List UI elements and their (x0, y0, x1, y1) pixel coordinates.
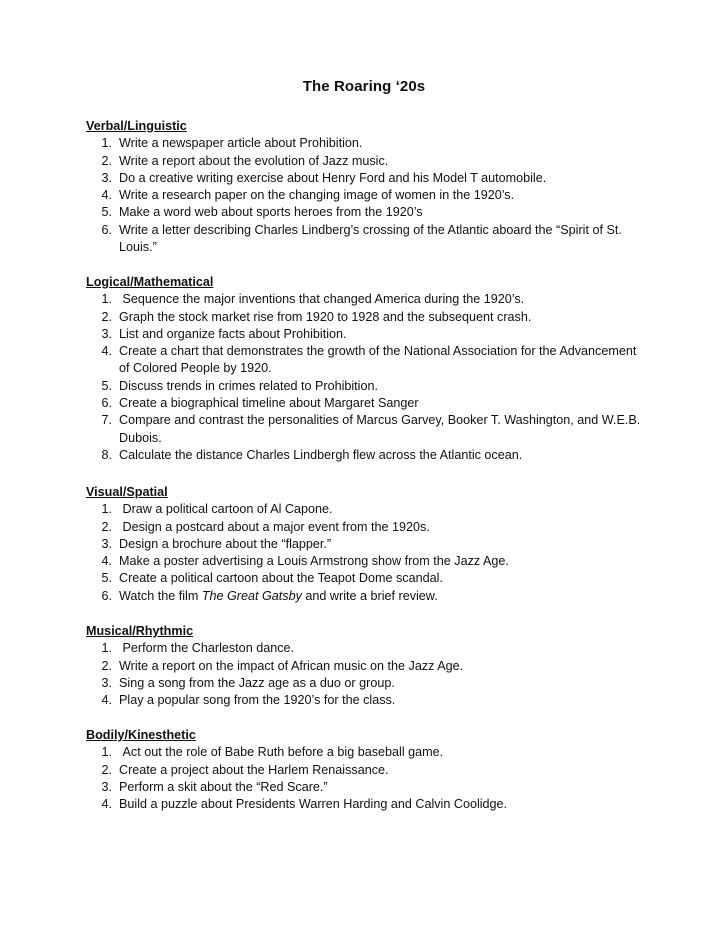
list-item-number: 4. (101, 188, 112, 203)
list-item (86, 187, 646, 204)
list-item-number: 5. (101, 378, 112, 393)
list-item-number: 5. (101, 571, 112, 586)
list-item-number: 3. (101, 675, 112, 690)
list-item (86, 309, 646, 326)
list-item-text: Draw a political cartoon of Al Capone. (119, 502, 333, 517)
list-item-text: Make a poster advertising a Louis Armstrong show from the Jazz Age. (119, 554, 509, 569)
section-bodily-kinesthetic (86, 727, 646, 813)
list-item-number: 1. (101, 745, 112, 760)
list-item-number: 8. (101, 447, 112, 462)
list-item-number: 5. (101, 205, 112, 220)
list-item-text: Build a puzzle about Presidents Warren Harding and Calvin Coolidge. (119, 797, 508, 812)
list-item (86, 762, 646, 779)
list-item (86, 204, 646, 221)
list-item-number: 6. (101, 396, 112, 411)
activity-list (86, 744, 646, 813)
list-item-text: Create a political cartoon about the Teapot Dome scandal. (119, 571, 443, 586)
section-visual-spatial (86, 484, 646, 605)
film-title: The Great Gatsby (201, 588, 302, 603)
list-item (86, 692, 646, 709)
section-heading: Logical/Mathematical (86, 275, 214, 289)
list-item-text: Graph the stock market rise from 1920 to 1928 and the subsequent crash. (119, 309, 532, 324)
list-item-number: 3. (101, 779, 112, 794)
list-item (86, 796, 646, 813)
list-item-text (119, 588, 646, 605)
list-item-text: Make a word web about sports heroes from the 1920’s (119, 205, 423, 220)
list-item-text: Create a chart that demonstrates the growth of the National Association for the Advancement of Colored People by 1920. (119, 344, 637, 376)
list-item-number: 1. (101, 641, 112, 656)
list-item-text: Sing a song from the Jazz age as a duo or group. (119, 675, 395, 690)
list-item-number: 2. (101, 519, 112, 534)
list-item (86, 536, 646, 553)
activity-list (86, 291, 646, 464)
activity-list (86, 135, 646, 256)
section-verbal-linguistic (86, 118, 646, 256)
list-item-text: Write a report on the impact of African music on the Jazz Age. (119, 658, 464, 673)
list-item (86, 447, 646, 464)
list-item-number: 1. (101, 292, 112, 307)
list-item (86, 153, 646, 170)
list-item-text-post: and write a brief review. (301, 588, 438, 603)
list-item-number: 3. (101, 170, 112, 185)
list-item-number: 3. (101, 326, 112, 341)
list-item (86, 378, 646, 395)
section-heading: Verbal/Linguistic (86, 119, 187, 133)
list-item (86, 501, 646, 518)
list-item-text-pre: Watch the film (119, 588, 202, 603)
activity-list (86, 501, 646, 605)
list-item-number: 1. (101, 502, 112, 517)
list-item-number: 4. (101, 797, 112, 812)
list-item-text: Perform the Charleston dance. (119, 641, 295, 656)
list-item-text: List and organize facts about Prohibition. (119, 326, 347, 341)
list-item (86, 658, 646, 675)
list-item (86, 135, 646, 152)
section-heading: Musical/Rhythmic (86, 624, 194, 638)
section-logical-mathematical (86, 274, 646, 464)
list-item (86, 779, 646, 796)
list-item-text: Write a newspaper article about Prohibition. (119, 136, 363, 151)
section-heading: Bodily/Kinesthetic (86, 728, 196, 742)
list-item-text: Design a postcard about a major event from the 1920s. (119, 519, 430, 534)
list-item-text: Write a letter describing Charles Lindberg’s crossing of the Atlantic aboard the “Spirit of St. Louis.” (119, 222, 622, 255)
list-item-number: 2. (101, 153, 112, 168)
list-item (86, 395, 646, 412)
list-item (86, 553, 646, 570)
section-musical-rhythmic (86, 623, 646, 709)
list-item-number: 4. (101, 693, 112, 708)
list-item (86, 519, 646, 536)
list-item (86, 640, 646, 657)
list-item (86, 343, 646, 378)
list-item (86, 412, 646, 447)
list-item (86, 744, 646, 761)
list-item-text: Write a report about the evolution of Jazz music. (119, 153, 389, 168)
list-item-text: Compare and contrast the personalities of Marcus Garvey, Booker T. Washington, and W.E.B. Dubois. (119, 413, 641, 445)
list-item-number: 7. (101, 413, 112, 428)
list-item-text: Do a creative writing exercise about Henry Ford and his Model T automobile. (119, 170, 547, 185)
list-item-number: 4. (101, 344, 112, 359)
list-item-number: 6. (101, 588, 112, 603)
list-item-number: 2. (101, 658, 112, 673)
list-item-text: Sequence the major inventions that changed America during the 1920’s. (119, 292, 525, 307)
list-item (86, 570, 646, 587)
list-item-number: 3. (101, 536, 112, 551)
page-title: The Roaring ‘20s (302, 78, 426, 95)
list-item-number: 6. (101, 222, 112, 237)
list-item (86, 291, 646, 308)
list-item-number: 1. (101, 136, 112, 151)
list-item-text: Act out the role of Babe Ruth before a big baseball game. (119, 745, 444, 760)
list-item (86, 170, 646, 187)
list-item-text: Play a popular song from the 1920’s for the class. (119, 693, 396, 708)
list-item (86, 588, 646, 605)
list-item-text: Create a biographical timeline about Margaret Sanger (119, 396, 419, 411)
list-item-number: 4. (101, 554, 112, 569)
list-item-text: Design a brochure about the “flapper.” (119, 536, 332, 551)
list-item (86, 675, 646, 692)
list-item-text: Calculate the distance Charles Lindbergh flew across the Atlantic ocean. (119, 447, 523, 462)
list-item (86, 326, 646, 343)
section-heading: Visual/Spatial (86, 485, 168, 499)
list-item (86, 222, 646, 257)
list-item-text: Perform a skit about the “Red Scare.” (119, 779, 328, 794)
list-item-text: Create a project about the Harlem Renaissance. (119, 762, 389, 777)
list-item-number: 2. (101, 309, 112, 324)
list-item-text: Write a research paper on the changing image of women in the 1920’s. (119, 188, 515, 203)
list-item-text: Discuss trends in crimes related to Prohibition. (119, 378, 378, 393)
activity-list (86, 640, 646, 709)
list-item-number: 2. (101, 762, 112, 777)
